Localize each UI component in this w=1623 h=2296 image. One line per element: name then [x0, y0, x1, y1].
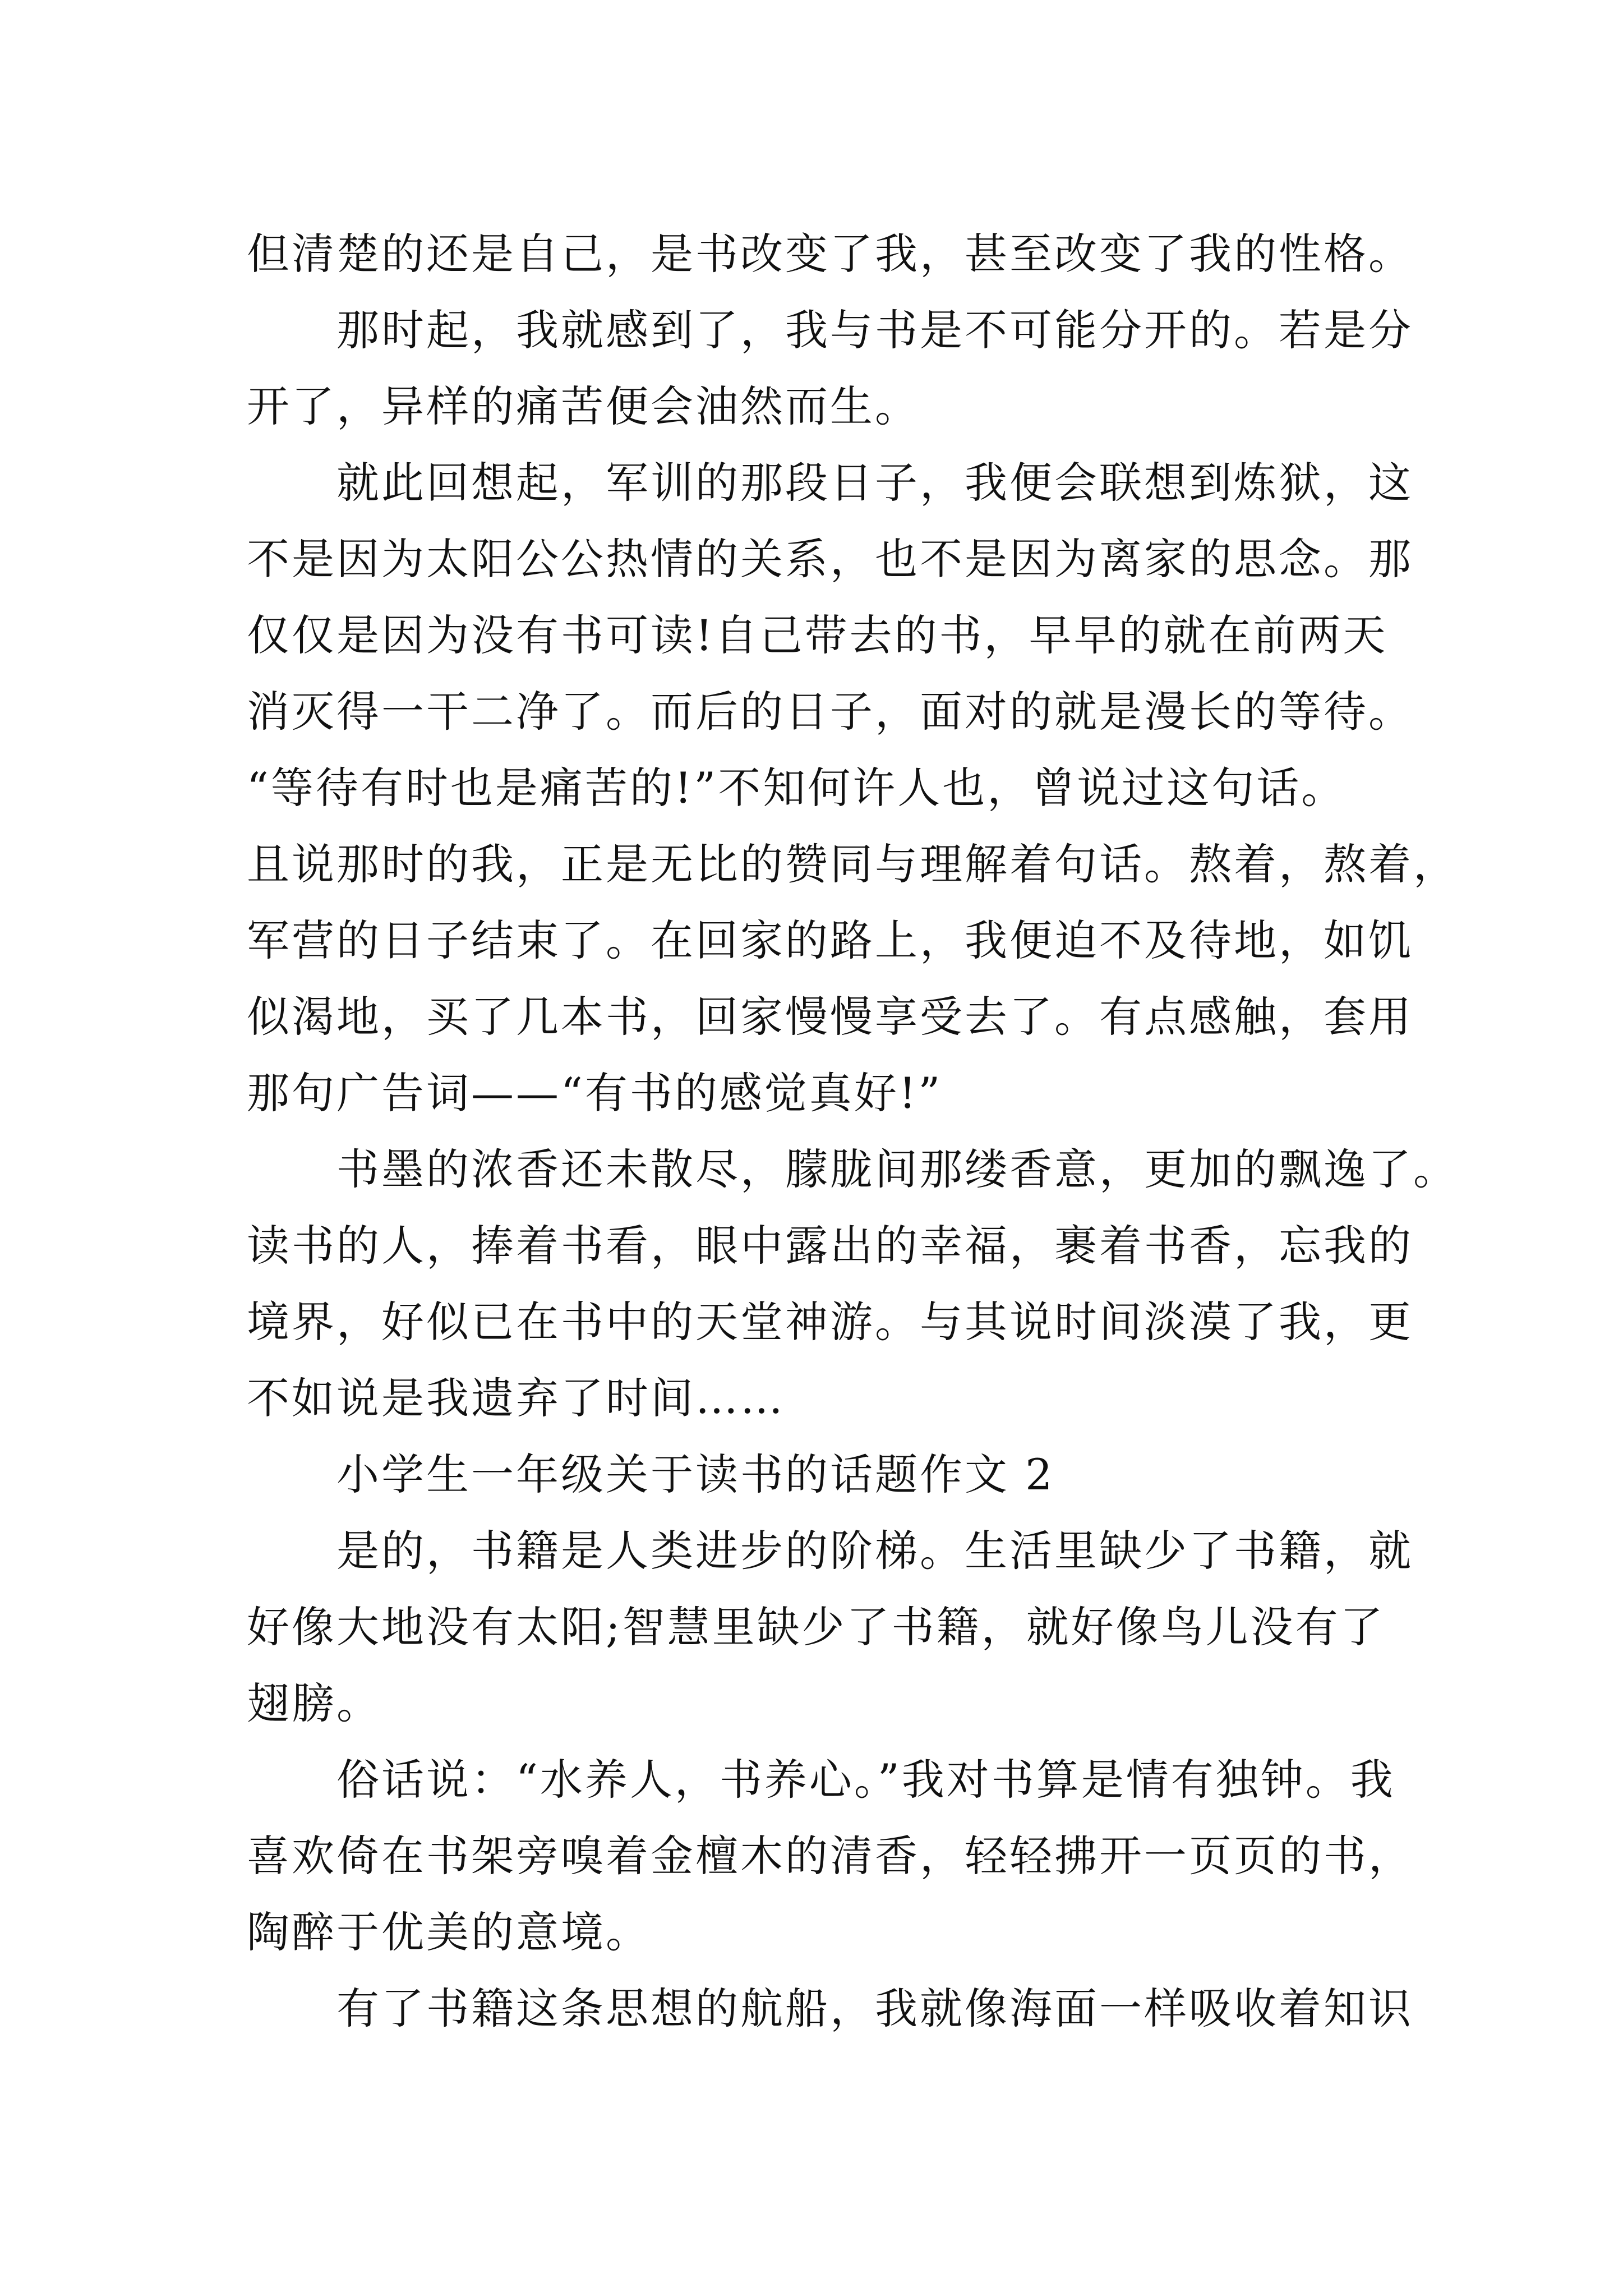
text-line: 且说那时的我，正是无比的赞同与理解着句话。熬着，熬着， — [247, 839, 1458, 889]
text-line: 似渴地，买了几本书，回家慢慢享受去了。有点感触，套用 — [247, 992, 1413, 1042]
text-line: 陶醉于优美的意境。 — [247, 1907, 651, 1957]
text-line: 就此回想起，军训的那段日子，我便会联想到炼狱，这 — [336, 458, 1413, 508]
text-line: 喜欢倚在书架旁嗅着金檀木的清香，轻轻拂开一页页的书， — [247, 1831, 1413, 1881]
text-line: 开了，异样的痛苦便会油然而生。 — [247, 381, 920, 431]
text-line: 不是因为太阳公公热情的关系，也不是因为离家的思念。那 — [247, 534, 1413, 584]
text-line: 境界，好似已在书中的天堂神游。与其说时间淡漠了我，更 — [247, 1297, 1413, 1347]
text-line: 有了书籍这条思想的航船，我就像海面一样吸收着知识 — [336, 1984, 1413, 2033]
text-line: 是的，书籍是人类进步的阶梯。生活里缺少了书籍，就 — [336, 1526, 1413, 1576]
text-line: 但清楚的还是自己，是书改变了我，甚至改变了我的性格。 — [247, 229, 1413, 279]
text-line: 好像大地没有太阳;智慧里缺少了书籍，就好像鸟儿没有了 — [247, 1602, 1385, 1652]
text-line: 军营的日子结束了。在回家的路上，我便迫不及待地，如饥 — [247, 915, 1413, 965]
text-line: 读书的人，捧着书看，眼中露出的幸福，裹着书香，忘我的 — [247, 1221, 1413, 1271]
section-heading: 小学生一年级关于读书的话题作文 2 — [336, 1450, 1055, 1499]
text-line: 那句广告词——“有书的感觉真好!” — [247, 1068, 943, 1118]
document-body — [247, 216, 1458, 2047]
text-line: 翅膀。 — [247, 1678, 381, 1728]
text-line: 不如说是我遗弃了时间…… — [247, 1373, 785, 1423]
text-line: 消灭得一干二净了。而后的日子，面对的就是漫长的等待。 — [247, 687, 1413, 737]
text-line: 俗话说：“水养人，书养心。”我对书算是情有独钟。我 — [336, 1755, 1395, 1805]
text-line: 仅仅是因为没有书可读!自己带去的书，早早的就在前两天 — [247, 610, 1388, 660]
text-line: 书墨的浓香还未散尽，朦胧间那缕香意，更加的飘逸了。 — [336, 1144, 1458, 1194]
text-line: “等待有时也是痛苦的!”不知何许人也，曾说过这句话。 — [247, 763, 1347, 813]
text-line: 那时起，我就感到了，我与书是不可能分开的。若是分 — [336, 305, 1413, 355]
